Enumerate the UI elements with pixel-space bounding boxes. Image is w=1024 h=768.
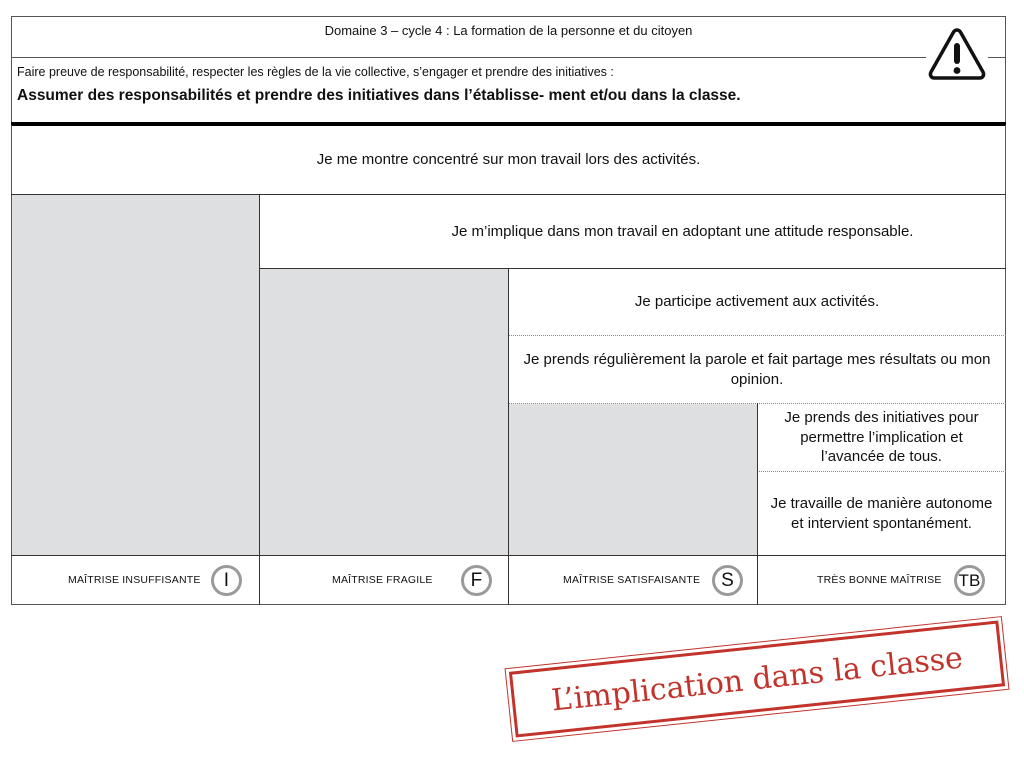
grid-line (259, 268, 1006, 269)
criterion-level-s-1 (509, 269, 1005, 335)
gray-fill-f (260, 269, 508, 556)
gray-fill-i (12, 195, 259, 556)
grid-line-dotted (757, 471, 1006, 472)
title-stamp-text: L’implication dans la classe (549, 640, 965, 718)
gray-fill-s (509, 404, 757, 556)
criterion-level-f-text: Je m’implique dans mon travail en adoptant une attitude responsable. (451, 222, 914, 240)
level-cell-i (12, 556, 259, 605)
criterion-level-s-2 (509, 336, 1005, 403)
level-badge-i: I (211, 565, 242, 596)
criterion-level-f (260, 195, 1005, 268)
grid-line (11, 194, 1006, 195)
competence-subtitle: Faire preuve de responsabilité, respecter les règles de la vie collective, s’engager et prendre des initiatives : (17, 65, 614, 79)
domain-title-text: Domaine 3 – cycle 4 : La formation de la personne et du citoyen (324, 23, 693, 38)
level-badge-s: S (712, 565, 743, 596)
criterion-level-s-1-text: Je participe activement aux activités. (634, 293, 880, 311)
criterion-level-s-2-text: Je prends régulièrement la parole et fait partage mes résultats ou mon opinion. (523, 350, 991, 388)
criterion-level-tb-2-text: Je travaille de manière autonome et intervient spontanément. (770, 494, 993, 532)
criterion-level-i-text: Je me montre concentré sur mon travail lors des activités. (316, 151, 701, 169)
level-label: MAÎTRISE FRAGILE (332, 574, 433, 586)
level-label: MAÎTRISE SATISFAISANTE (563, 574, 701, 586)
level-cell-s (509, 556, 757, 605)
level-label: MAÎTRISE INSUFFISANTE (68, 574, 201, 586)
warning-icon (926, 24, 988, 86)
grid-line-vertical (508, 268, 509, 605)
level-badge-f: F (461, 565, 492, 596)
competence-main: Assumer des responsabilités et prendre des initiatives dans l’établisse- ment et/ou dans la classe. (17, 87, 741, 104)
competence-header (11, 57, 1006, 123)
level-badge-tb: TB (954, 565, 985, 596)
domain-title (11, 16, 1006, 58)
criterion-level-tb-1 (758, 404, 1005, 471)
grid-line-vertical (259, 194, 260, 605)
grid-line-dotted (508, 335, 1006, 336)
level-cell-tb (758, 556, 1005, 605)
title-stamp (509, 620, 1005, 737)
level-cell-f (260, 556, 508, 605)
criterion-level-tb-2 (758, 472, 1005, 555)
level-label: TRÈS BONNE MAÎTRISE (817, 574, 942, 586)
criterion-level-i (12, 126, 1005, 194)
criterion-level-tb-1-text: Je prends des initiatives pour permettre l’implication et l’avancée de tous. (784, 408, 979, 466)
